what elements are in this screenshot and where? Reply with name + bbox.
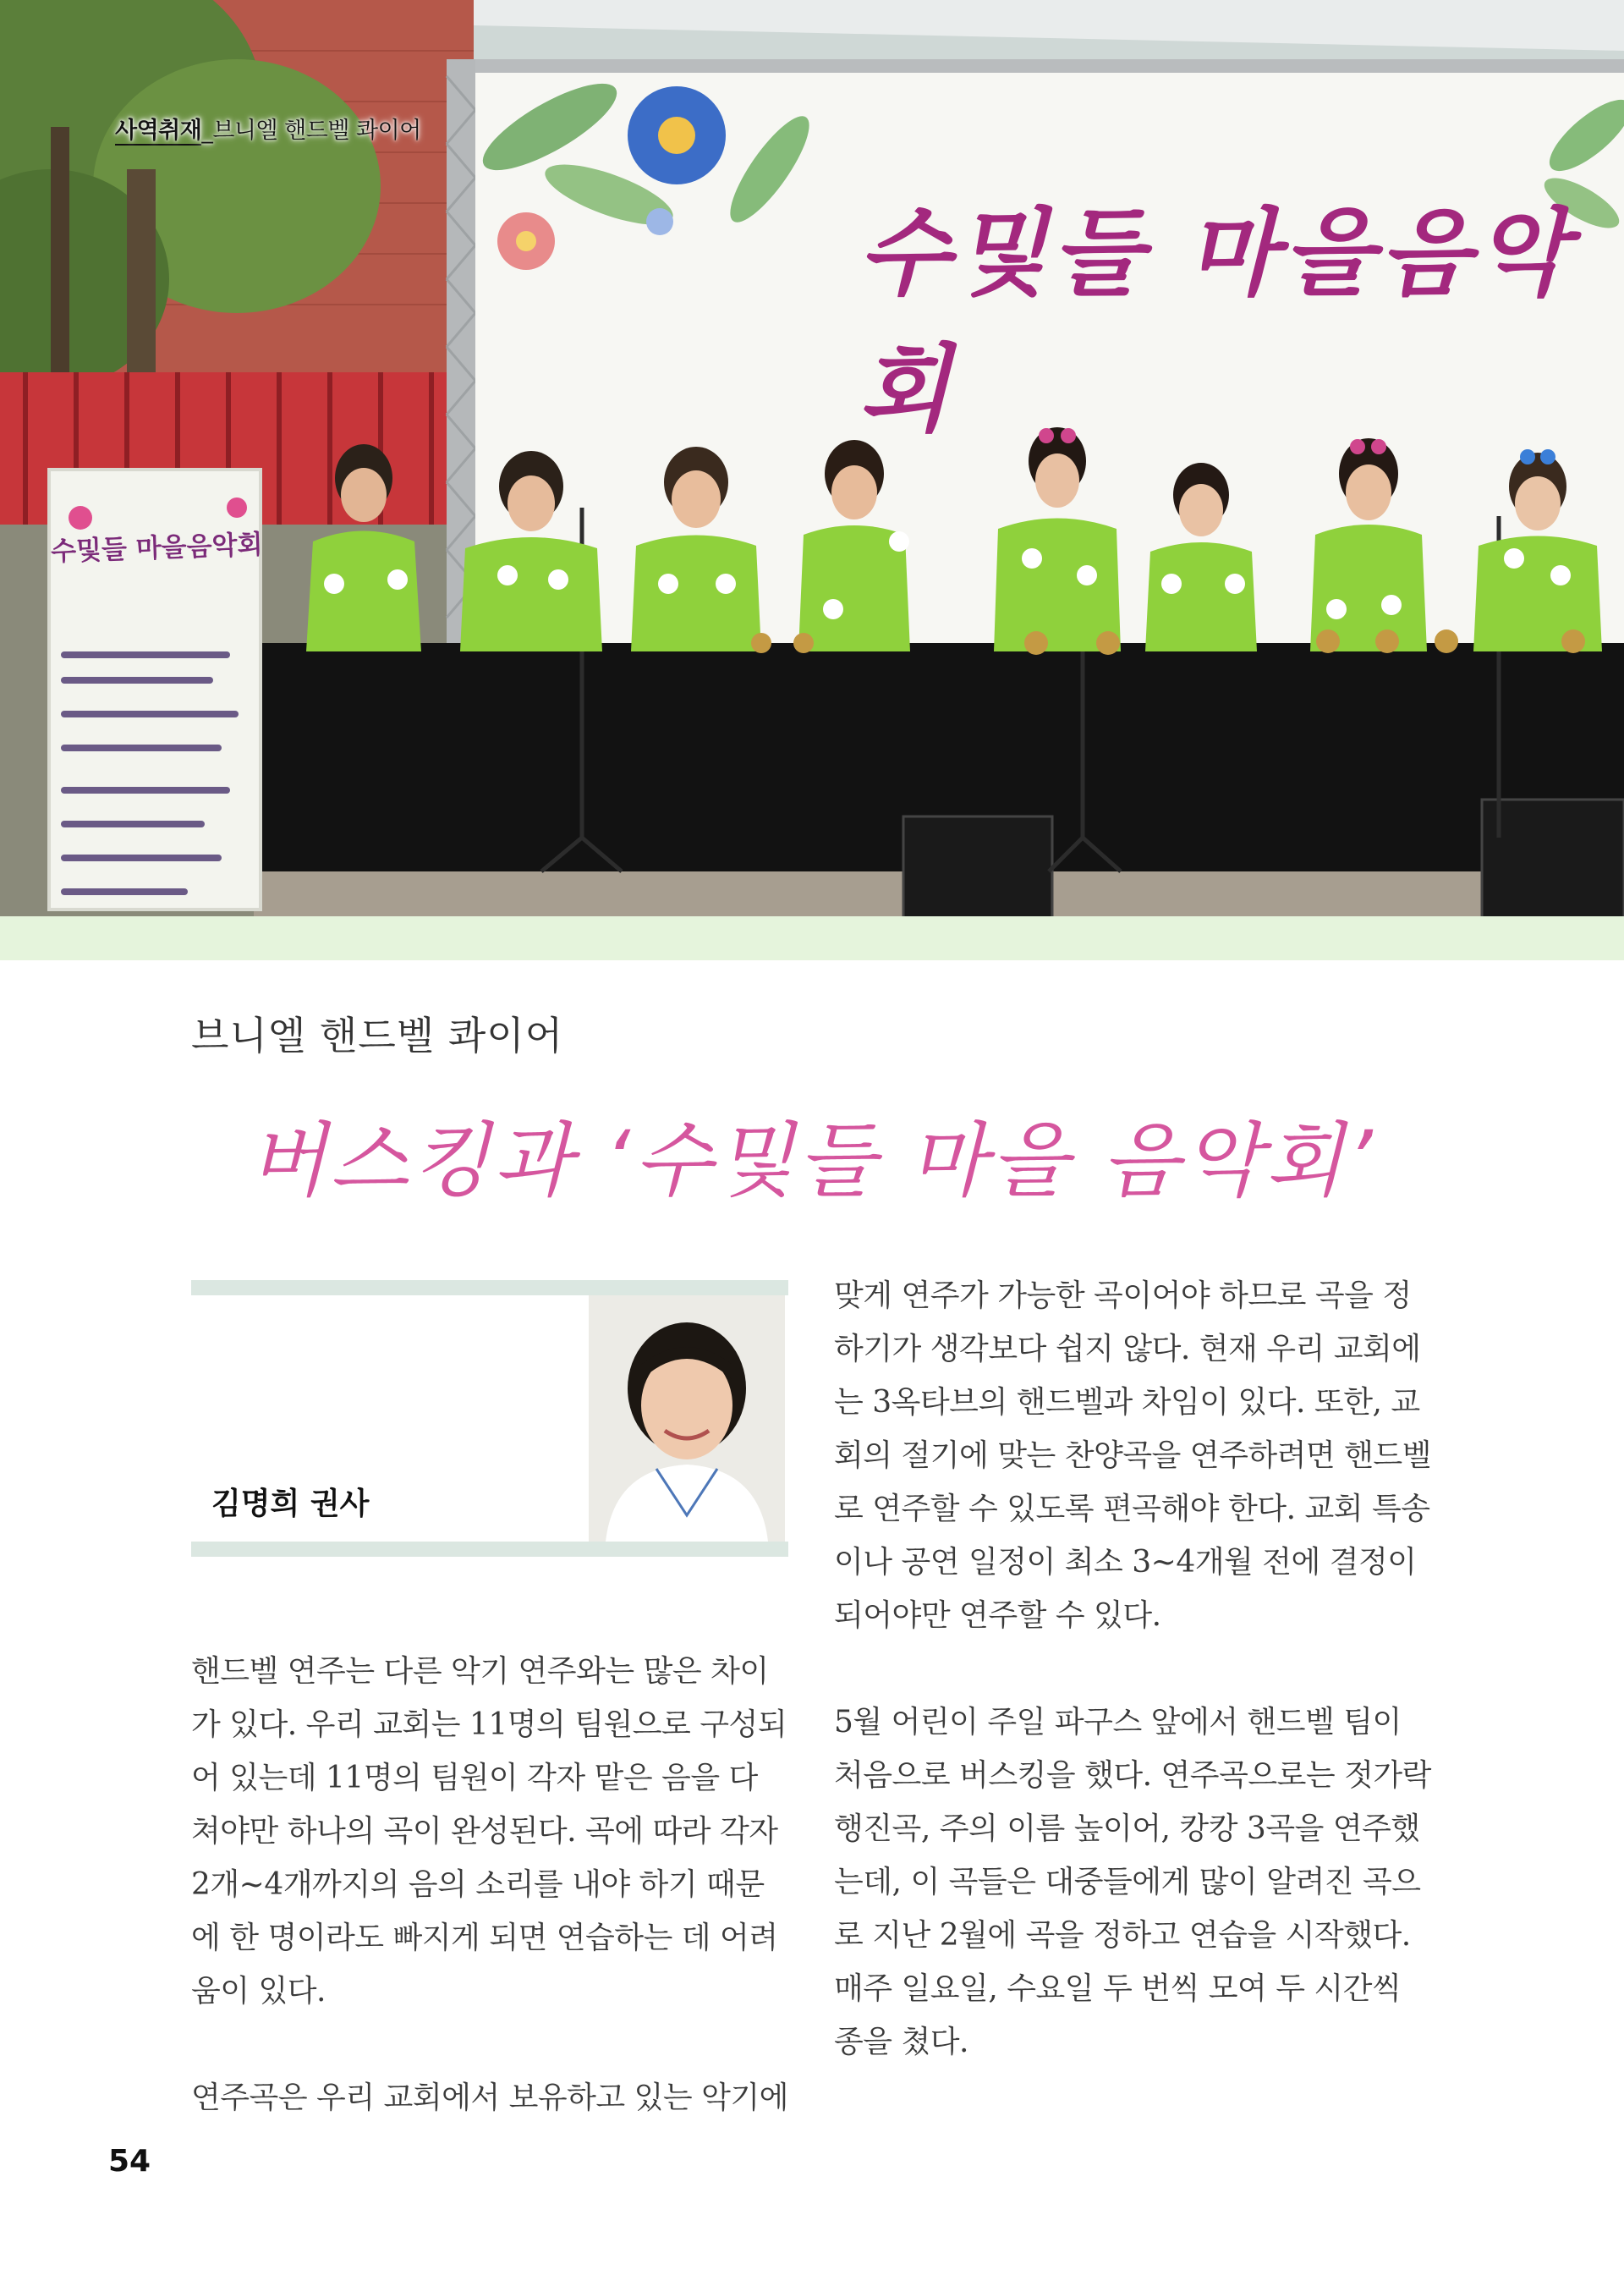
right-paragraph-1: 맞게 연주가 가능한 곡이어야 하므로 곡을 정하기가 생각보다 쉽지 않다. 현재 우리 교회에는 3옥타브의 핸드벨과 차임이 있다. 또한, 교회의 절기에 맞는 찬양곡을 연주하려면 핸드벨로 연주할 수 있도록 편곡해야 한다. 교회 특송이나 공연 일정이 최소 3~4개월 전에 결정이 되어야만 연주할 수 있다. [834, 1278, 1431, 1633]
right-paragraph-2: 5월 어린이 주일 파구스 앞에서 핸드벨 팀이 처음으로 버스킹을 했다. 연주곡으로는 젓가락 행진곡, 주의 이름 높이어, 캉캉 3곡을 연주했는데, 이 곡들은 대중들에게 많이 알려진 곡으로 지난 2월에 곡을 정하고 연습을 시작했다. 매주 일요일, 수요일 두 번씩 모여 두 시간씩 종을 쳤다. [834, 1705, 1431, 2059]
right-column [834, 1269, 1431, 2069]
author-box-top-bar [191, 1280, 788, 1295]
photo-stripe [0, 916, 1624, 960]
left-paragraph-1: 핸드벨 연주는 다른 악기 연주와는 많은 차이가 있다. 우리 교회는 11명의 팀원으로 구성되어 있는데 11명의 팀원이 각자 맡은 음을 다 쳐야만 하나의 곡이 완성된다. 곡에 따라 각자 2개~4개까지의 음의 소리를 내야 하기 때문에 한 명이라도 빠지게 되면 연습하는 데 어려움이 있다. [191, 1654, 787, 2009]
author-photo [589, 1295, 785, 1542]
author-box [191, 1280, 788, 1557]
left-column [191, 1645, 788, 2124]
article-title: 버스킹과 ‘수및들 마을 음악회’ [248, 1113, 1376, 1208]
article-subheading: 브니엘 핸드벨 콰이어 [191, 1013, 564, 1058]
signboard-title: 수및들 마을음악회 [50, 529, 264, 568]
paragraph-gap [191, 2018, 788, 2071]
paragraph-gap [834, 1642, 1431, 1696]
page-number: 54 [108, 2144, 151, 2179]
section-tag-rest: _브니엘 핸드벨 콰이어 [201, 118, 421, 144]
author-box-bottom-bar [191, 1542, 788, 1557]
left-paragraph-2: 연주곡은 우리 교회에서 보유하고 있는 악기에 [191, 2080, 788, 2115]
author-name: 김명희 권사 [211, 1487, 370, 1521]
stage-banner-text: 수및들 마을음악회 [859, 199, 1573, 445]
stage-photo [0, 0, 1624, 916]
section-tag-strong: 사역취재 [115, 118, 202, 144]
section-tag [115, 112, 421, 145]
